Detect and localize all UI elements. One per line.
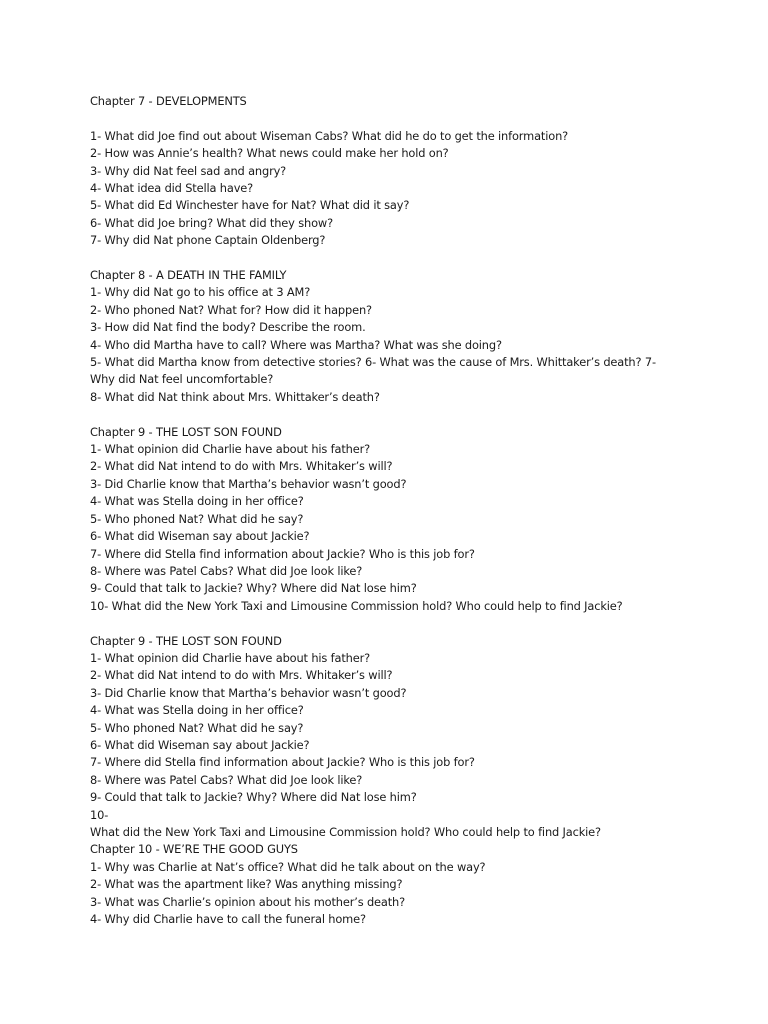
question-line: 7- Where did Stella find information about Jackie? Who is this job for? [90,755,475,770]
question-line: 6- What did Wiseman say about Jackie? [90,737,310,752]
question-line: 2- What did Nat intend to do with Mrs. Whitaker’s will? [90,668,393,683]
question-line: 10- [90,807,109,822]
document-body [90,93,690,928]
question-line: 9- Could that talk to Jackie? Why? Where did Nat lose him? [90,790,417,805]
question-line: 4- What was Stella doing in her office? [90,494,304,509]
question-line: 10- What did the New York Taxi and Limousine Commission hold? Who could help to find Jackie? [90,598,623,613]
question-line: 6- What did Joe bring? What did they show? [90,215,333,230]
chapter-9-heading-repeat: Chapter 9 - THE LOST SON FOUND [90,633,282,648]
question-line: 4- What was Stella doing in her office? [90,703,304,718]
question-line: 8- Where was Patel Cabs? What did Joe look like? [90,563,363,578]
question-line: 2- Who phoned Nat? What for? How did it happen? [90,302,372,317]
question-line: 8- Where was Patel Cabs? What did Joe look like? [90,772,363,787]
blank-line [90,406,690,423]
chapter-10-heading: Chapter 10 - WE’RE THE GOOD GUYS [90,842,298,857]
question-line: 1- Why did Nat go to his office at 3 AM? [90,285,311,300]
chapter-8-heading: Chapter 8 - A DEATH IN THE FAMILY [90,268,287,283]
question-line: 3- Did Charlie know that Martha’s behavior wasn’t good? [90,685,407,700]
chapter-7-heading: Chapter 7 - DEVELOPMENTS [90,94,247,108]
question-line: 1- What did Joe find out about Wiseman Cabs? What did he do to get the information? [90,128,569,143]
question-line: 1- What opinion did Charlie have about his father? [90,650,371,665]
question-line: What did the New York Taxi and Limousine Commission hold? Who could help to find Jackie? [90,825,601,839]
blank-line [90,250,690,267]
question-line: 1- What opinion did Charlie have about his father? [90,442,371,457]
question-line: 5- What did Martha know from detective stories? 6- What was the cause of Mrs. Whittaker’s death? 7- [90,355,656,370]
question-line: 3- Did Charlie know that Martha’s behavior wasn’t good? [90,476,407,491]
question-line: 5- Who phoned Nat? What did he say? [90,511,304,526]
question-line: 3- Why did Nat feel sad and angry? [90,163,287,178]
question-line: 7- Where did Stella find information about Jackie? Who is this job for? [90,546,475,561]
question-line: 4- Who did Martha have to call? Where was Martha? What was she doing? [90,337,502,352]
question-line: 2- What was the apartment like? Was anything missing? [90,877,403,892]
question-line: 5- Who phoned Nat? What did he say? [90,720,304,735]
blank-line [90,615,690,632]
blank-line [90,110,690,127]
question-line: Why did Nat feel uncomfortable? [90,372,274,387]
question-line: 1- Why was Charlie at Nat’s office? What did he talk about on the way? [90,859,486,874]
question-line: 6- What did Wiseman say about Jackie? [90,529,310,544]
question-line: 8- What did Nat think about Mrs. Whittaker’s death? [90,389,380,404]
chapter-9-heading: Chapter 9 - THE LOST SON FOUND [90,424,282,439]
question-line: 4- Why did Charlie have to call the funeral home? [90,912,366,927]
question-line: 2- How was Annie’s health? What news could make her hold on? [90,146,449,161]
question-line: 4- What idea did Stella have? [90,181,254,196]
question-line: 5- What did Ed Winchester have for Nat? What did it say? [90,198,410,213]
question-line: 7- Why did Nat phone Captain Oldenberg? [90,233,326,248]
question-line: 3- How did Nat find the body? Describe the room. [90,320,366,335]
question-line: 9- Could that talk to Jackie? Why? Where did Nat lose him? [90,581,417,596]
question-line: 3- What was Charlie’s opinion about his mother’s death? [90,894,406,909]
question-line: 2- What did Nat intend to do with Mrs. Whitaker’s will? [90,459,393,474]
